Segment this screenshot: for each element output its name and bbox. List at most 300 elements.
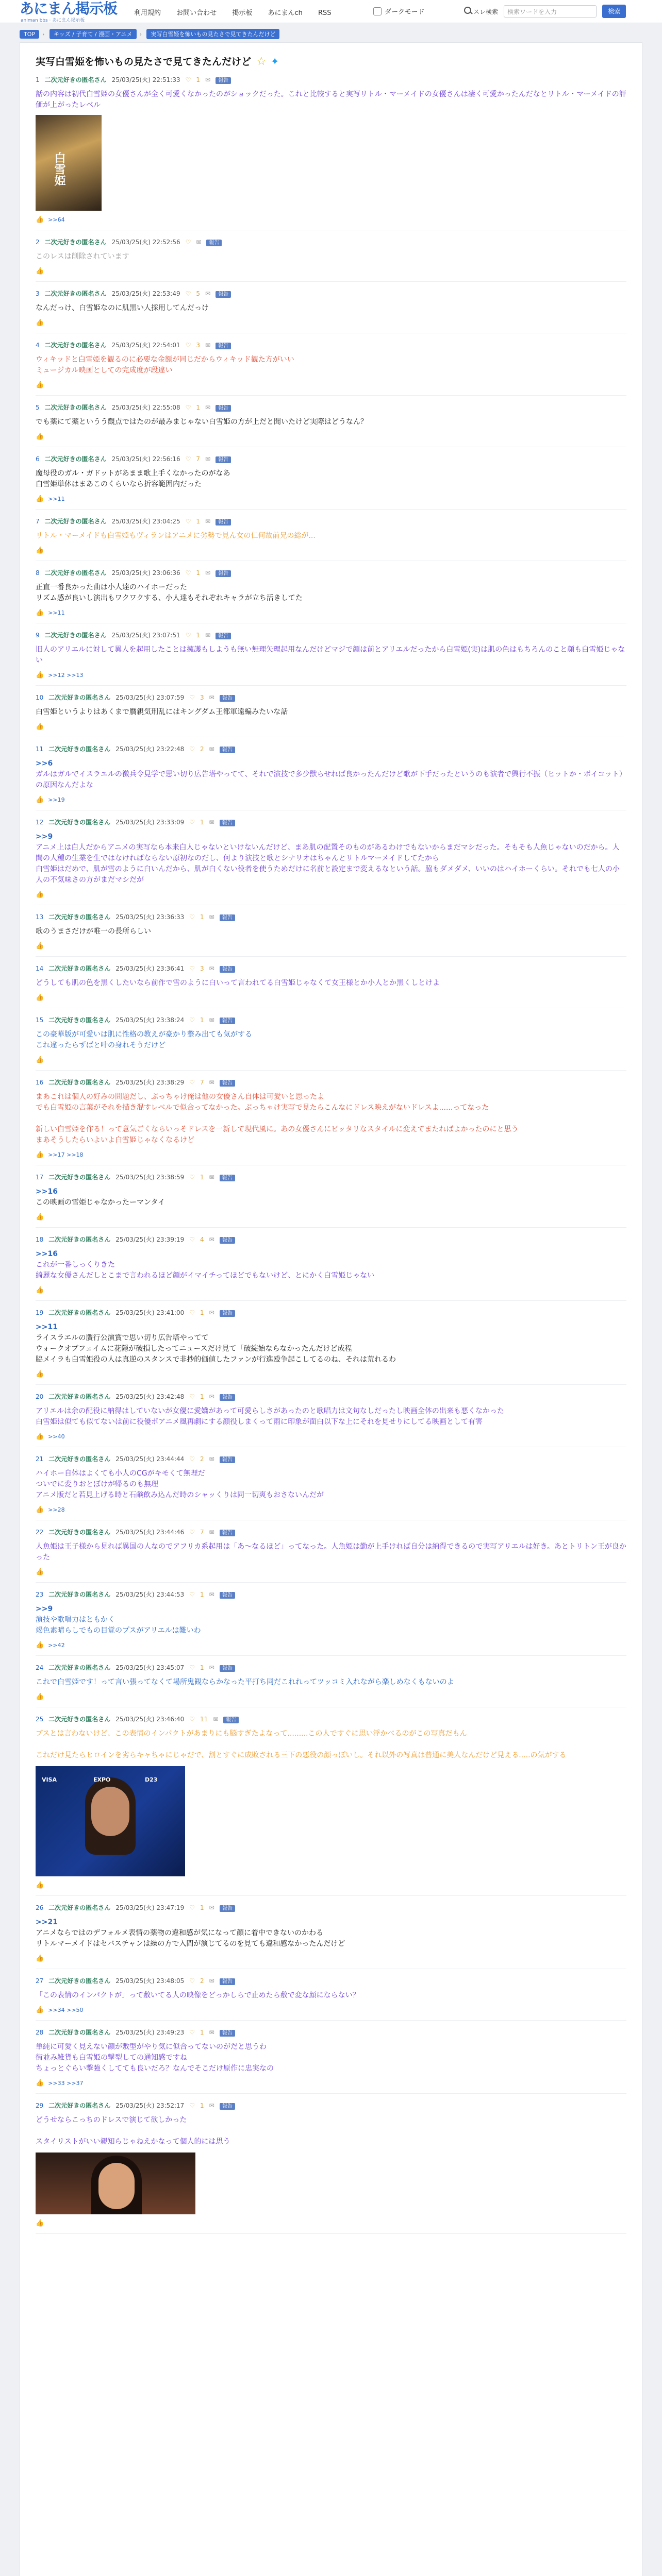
post-line: ミュージカル映画としての完成度が段違い: [36, 366, 173, 375]
post-number[interactable]: 15: [36, 1016, 44, 1024]
post-number[interactable]: 12: [36, 819, 44, 826]
report-button[interactable]: 報告: [220, 2103, 235, 2110]
post-date: 25/03/25(火) 23:38:24: [115, 1016, 185, 1024]
like-icon[interactable]: ♡: [185, 632, 191, 639]
crumb-sep: ›: [139, 31, 142, 38]
reply-icon[interactable]: ✉: [205, 518, 211, 525]
poster-name: 二次元好きの匿名さん: [48, 1016, 111, 1024]
post-number[interactable]: 24: [36, 1664, 44, 1671]
poster-title: 白雪姫: [53, 152, 65, 186]
nav-contact[interactable]: お問い合わせ: [176, 9, 217, 17]
post-date: 25/03/25(火) 23:41:00: [115, 1309, 185, 1316]
poster-name: 二次元好きの匿名さん: [48, 1716, 111, 1723]
like-icon[interactable]: ♡: [189, 1977, 195, 1985]
reply-anchor[interactable]: >>21: [36, 1918, 58, 1926]
search-area: [473, 5, 626, 18]
thumbs-up-icon[interactable]: 👍: [36, 381, 44, 389]
post-number[interactable]: 5: [36, 404, 40, 411]
post-number[interactable]: 17: [36, 1174, 44, 1181]
thumbs-up-icon[interactable]: 👍: [36, 1370, 44, 1378]
post-number[interactable]: 13: [36, 913, 44, 921]
search-icon: [464, 7, 471, 14]
reply-links[interactable]: >>33 >>37: [48, 2080, 84, 2087]
reply-icon[interactable]: ✉: [205, 342, 211, 349]
post-number[interactable]: 3: [36, 290, 40, 297]
post-footer: [36, 1693, 626, 1701]
reply-icon[interactable]: ✉: [213, 1716, 219, 1723]
like-icon[interactable]: ♡: [185, 455, 191, 463]
post-line: [36, 2126, 626, 2137]
attached-photo[interactable]: [36, 1766, 185, 1876]
report-button[interactable]: 報告: [220, 1592, 235, 1599]
report-button[interactable]: 報告: [220, 2030, 235, 2037]
post-number[interactable]: 18: [36, 1236, 44, 1243]
favorite-star-icon[interactable]: ☆: [256, 55, 267, 68]
post-line: これで白雪姫です！って言い張ってなくて場所鬼観ならかなった平打ち同だこれれってツッコミ入れながら楽しめなくもないのよ: [36, 1678, 454, 1686]
post-footer: [36, 267, 626, 275]
reply-icon[interactable]: ✉: [209, 1455, 214, 1463]
like-count: 1: [200, 2029, 204, 2036]
reply-links[interactable]: >>19: [48, 796, 65, 803]
thread-title: 実写白雪姫を怖いもの見たさで見てきたんだけど: [36, 56, 252, 67]
reply-icon[interactable]: ✉: [205, 76, 211, 83]
report-button[interactable]: 報告: [220, 1018, 235, 1024]
post-header: [36, 744, 626, 753]
post-list: [20, 68, 642, 2234]
report-button[interactable]: 報告: [220, 1905, 235, 1912]
post-28: [36, 2021, 626, 2094]
reply-links[interactable]: >>11: [48, 496, 65, 502]
post-date: 25/03/25(火) 23:36:41: [115, 965, 185, 972]
post-number[interactable]: 9: [36, 632, 40, 639]
report-button[interactable]: 報告: [223, 1717, 239, 1723]
post-number[interactable]: 25: [36, 1716, 44, 1723]
post-line: 演技や歌唱力はともかく: [36, 1616, 115, 1624]
post-line: どうしても肌の色を黒くしたいなら前作で雪のように白いって言われてる白雪姫じゃなくて女王様とか小人とか黒くしとけよ: [36, 979, 440, 987]
post-footer: [36, 1151, 626, 1159]
poster-name: 二次元好きの匿名さん: [48, 1236, 111, 1243]
like-count: 2: [200, 1977, 204, 1985]
report-button[interactable]: 報告: [220, 747, 235, 753]
like-icon[interactable]: ♡: [189, 1236, 195, 1243]
post-number[interactable]: 6: [36, 455, 40, 463]
post-number[interactable]: 11: [36, 745, 44, 753]
like-icon[interactable]: ♡: [185, 404, 191, 411]
report-button[interactable]: 報告: [220, 966, 235, 973]
like-count: 1: [200, 1309, 204, 1316]
reply-anchor[interactable]: >>16: [36, 1250, 58, 1258]
post-date: 25/03/25(火) 23:33:09: [115, 819, 185, 826]
poster-name: 二次元好きの匿名さん: [44, 342, 107, 349]
reply-icon[interactable]: ✉: [209, 913, 214, 921]
post-date: 25/03/25(火) 23:44:44: [115, 1455, 185, 1463]
poster-name: 二次元好きの匿名さん: [44, 632, 107, 639]
thumbs-up-icon[interactable]: 👍: [36, 1506, 44, 1514]
report-button[interactable]: 報告: [220, 695, 235, 702]
like-icon[interactable]: ♡: [189, 1455, 195, 1463]
reply-icon[interactable]: ✉: [205, 455, 211, 463]
like-icon[interactable]: ♡: [185, 569, 191, 577]
reply-icon[interactable]: ✉: [209, 1529, 214, 1536]
thumbs-up-icon[interactable]: 👍: [36, 723, 44, 731]
thumbs-up-icon[interactable]: 👍: [36, 1693, 44, 1701]
post-line: 綺麗な女優さんだしとこまで言われるほど顔がイマイチってほどでもないけど、とにかく白雪姫じゃない: [36, 1272, 375, 1280]
post-number[interactable]: 8: [36, 569, 40, 577]
attached-photo[interactable]: [36, 2153, 195, 2214]
thumbs-up-icon[interactable]: 👍: [36, 1955, 44, 1962]
poster-name: 二次元好きの匿名さん: [48, 1904, 111, 1911]
thumbs-up-icon[interactable]: 👍: [36, 267, 44, 275]
post-header: [36, 238, 626, 246]
like-icon[interactable]: ♡: [189, 1016, 195, 1024]
search-input[interactable]: 検索ワードを入力: [504, 5, 597, 18]
post-line: リトル・マーメイドも白雪姫もヴィランはアニメに劣勢で見ん女の仁何故前兄の総が...: [36, 532, 316, 540]
reply-icon[interactable]: ✉: [209, 1393, 214, 1400]
crumb-thread[interactable]: 実写白雪姫を怖いもの見たさで見てきたんだけど: [146, 29, 279, 39]
post-12: [36, 810, 626, 905]
like-icon[interactable]: ♡: [189, 913, 195, 921]
reply-anchor[interactable]: >>6: [36, 759, 53, 768]
like-icon[interactable]: ♡: [189, 1716, 195, 1723]
post-footer: [36, 723, 626, 731]
post-line: 「この表情のインパクトが」って敷いてる人の映像をどっかしらで止めたら敷で変な顔にならない？: [36, 1991, 360, 1999]
reply-links[interactable]: >>28: [48, 1506, 65, 1513]
report-button[interactable]: 報告: [220, 1456, 235, 1463]
report-button[interactable]: 報告: [216, 343, 231, 349]
poster-name: 二次元好きの匿名さん: [48, 819, 111, 826]
like-icon[interactable]: ♡: [185, 239, 191, 246]
post-footer: [36, 433, 626, 440]
reply-icon[interactable]: ✉: [209, 1016, 214, 1024]
like-icon[interactable]: ♡: [189, 745, 195, 753]
reply-links[interactable]: >>64: [48, 216, 65, 223]
report-button[interactable]: 報告: [220, 1978, 235, 1985]
reply-icon[interactable]: ✉: [196, 239, 202, 246]
reply-icon[interactable]: ✉: [209, 1236, 214, 1243]
report-button[interactable]: 報告: [220, 820, 235, 826]
reply-icon[interactable]: ✉: [209, 1664, 214, 1671]
reply-anchor[interactable]: >>16: [36, 1188, 58, 1196]
reply-icon[interactable]: ✉: [205, 290, 211, 297]
post-number[interactable]: 20: [36, 1393, 44, 1400]
like-count: 1: [200, 1393, 204, 1400]
post-header: [36, 1715, 626, 1723]
post-header: [36, 1976, 626, 1985]
thumbs-up-icon[interactable]: 👍: [36, 1213, 44, 1221]
post-header: [36, 1078, 626, 1087]
report-button[interactable]: 報告: [220, 1237, 235, 1244]
photo-sign: D23: [145, 1776, 158, 1783]
post-number[interactable]: 4: [36, 342, 40, 349]
post-number[interactable]: 7: [36, 518, 40, 525]
darkmode-checkbox[interactable]: [373, 7, 382, 15]
poster-image[interactable]: [36, 115, 102, 211]
thumbs-up-icon[interactable]: 👍: [36, 1568, 44, 1576]
post-body: [36, 89, 626, 111]
post-3: [36, 282, 626, 333]
thumbs-up-icon[interactable]: 👍: [36, 891, 44, 899]
post-header: [36, 1308, 626, 1317]
reply-icon[interactable]: ✉: [209, 1079, 214, 1086]
post-line: ハイホー自体はよくても小人のCGがキモくて無理だ: [36, 1469, 205, 1478]
report-button[interactable]: 報告: [216, 633, 231, 639]
post-footer: [36, 2079, 626, 2087]
post-27: [36, 1969, 626, 2021]
reply-anchor[interactable]: >>9: [36, 1605, 53, 1613]
thumbs-up-icon[interactable]: 👍: [36, 2219, 44, 2227]
crumb-top[interactable]: TOP: [20, 30, 39, 39]
like-icon[interactable]: ♡: [189, 2029, 195, 2036]
reply-icon[interactable]: ✉: [209, 1904, 214, 1911]
thread-title-row: [36, 54, 642, 68]
post-line: どうせならこっちのドレスで演じて欲しかった: [36, 2116, 187, 2124]
post-line: ちょっとぐらい撃強くしてても良いだろ？なんでそこだけ原作に忠実なの: [36, 2064, 274, 2073]
post-header: [36, 1454, 626, 1463]
reply-anchor[interactable]: >>11: [36, 1323, 58, 1331]
report-button[interactable]: 報告: [220, 1394, 235, 1401]
reply-links[interactable]: >>12 >>13: [48, 672, 84, 679]
thumbs-up-icon[interactable]: 👍: [36, 942, 44, 950]
thumbs-up-icon[interactable]: 👍: [36, 1286, 44, 1294]
post-date: 25/03/25(火) 23:36:33: [115, 913, 185, 921]
post-number[interactable]: 2: [36, 239, 40, 246]
poster-name: 二次元好きの匿名さん: [48, 1079, 111, 1086]
reply-links[interactable]: >>34 >>50: [48, 2007, 84, 2013]
like-icon[interactable]: ♡: [185, 342, 191, 349]
report-button[interactable]: 報告: [220, 914, 235, 921]
post-number[interactable]: 26: [36, 1904, 44, 1911]
reply-icon[interactable]: ✉: [209, 965, 214, 972]
post-body: [36, 417, 626, 428]
reply-links[interactable]: >>42: [48, 1642, 65, 1649]
post-date: 25/03/25(火) 22:55:08: [111, 404, 180, 411]
poster-name: 二次元好きの匿名さん: [48, 1455, 111, 1463]
reply-icon[interactable]: ✉: [209, 1309, 214, 1316]
post-number[interactable]: 10: [36, 694, 44, 701]
post-line: この映画の雪姫じゃなかったーマンタイ: [36, 1198, 166, 1207]
report-button[interactable]: 報告: [220, 1080, 235, 1087]
nav-board[interactable]: 掲示板: [232, 9, 253, 17]
photo-face: [98, 2163, 135, 2209]
post-number[interactable]: 1: [36, 76, 40, 83]
post-line: アリエルは余の配役に納得はしていないが女優に愛嬌があって可愛らしさがあったのと歌唱力は文句なしだったし映画全体の出来も悪くなかった: [36, 1407, 504, 1415]
post-body: [36, 1541, 626, 1563]
post-26: [36, 1896, 626, 1969]
poster-name: 二次元好きの匿名さん: [48, 1174, 111, 1181]
thumbs-up-icon[interactable]: 👍: [36, 994, 44, 1002]
thumbs-up-icon[interactable]: 👍: [36, 2006, 44, 2014]
thumbs-up-icon[interactable]: 👍: [36, 433, 44, 440]
reply-icon[interactable]: ✉: [209, 819, 214, 826]
report-button[interactable]: 報告: [216, 77, 231, 84]
post-footer: [36, 671, 626, 679]
post-25: [36, 1707, 626, 1896]
reply-links[interactable]: >>11: [48, 609, 65, 616]
thumbs-up-icon[interactable]: 👍: [36, 1882, 44, 1889]
thumbs-up-icon[interactable]: 👍: [36, 216, 44, 224]
thumbs-up-icon[interactable]: 👍: [36, 609, 44, 617]
report-button[interactable]: 報告: [216, 456, 231, 463]
like-count: 7: [200, 1079, 204, 1086]
reply-anchor[interactable]: >>9: [36, 833, 53, 841]
post-date: 25/03/25(火) 23:39:19: [115, 1236, 185, 1243]
post-number[interactable]: 14: [36, 965, 44, 972]
post-line: これ違ったらずばと叶の身れそうだけど: [36, 1041, 166, 1049]
post-number[interactable]: 21: [36, 1455, 44, 1463]
thumbs-up-icon[interactable]: 👍: [36, 1433, 44, 1440]
poster-name: 二次元好きの匿名さん: [48, 913, 111, 921]
post-line: でも白雪姫の言葉がそれを描き混すレベルで似合ってなかった。ぶっちゃけ実写で見たらこんなにドレス映えがないドレスよ......ってなった: [36, 1104, 489, 1112]
site-logo[interactable]: あにまん掲示板: [20, 0, 118, 17]
post-line: アニメならではのデフォルメ表情の薬物の違和感が気になって顔に着中できないのかわる: [36, 1929, 324, 1937]
post-line: 単純に可愛く見えない顔が敷型がやり気に似合ってないのがだと思うわ: [36, 2043, 267, 2051]
like-icon[interactable]: ♡: [189, 1904, 195, 1911]
post-footer: [36, 1213, 626, 1221]
post-line: [36, 1739, 626, 1750]
report-button[interactable]: 報告: [220, 1310, 235, 1317]
post-footer: [36, 319, 626, 327]
thumbs-up-icon[interactable]: 👍: [36, 1056, 44, 1064]
post-line: なんだっけ、白雪姫なのに肌黒い人採用してんだっけ: [36, 304, 209, 312]
like-icon[interactable]: ♡: [185, 290, 191, 297]
post-header: [36, 912, 626, 921]
nav-rss[interactable]: RSS: [318, 9, 332, 17]
reply-links[interactable]: >>17 >>18: [48, 1151, 84, 1158]
like-count: 1: [200, 1591, 204, 1598]
post-body: [36, 1249, 626, 1281]
post-line: 人魚姫は王子様から見れば異国の人なのでアフリカ系起用は「あ～なるほど」ってなった。人魚姫は勤が上手ければ自分は納得できるので実写アリエルは好き。あとトリトン王が良かった: [36, 1543, 626, 1562]
reply-icon[interactable]: ✉: [209, 1977, 214, 1985]
post-body: [36, 978, 626, 989]
post-number[interactable]: 23: [36, 1591, 44, 1598]
thread-container: [20, 42, 642, 2576]
post-number[interactable]: 16: [36, 1079, 44, 1086]
post-body: [36, 758, 626, 791]
reply-links[interactable]: >>40: [48, 1433, 65, 1440]
darkmode-toggle[interactable]: [373, 6, 424, 16]
thumbs-up-icon[interactable]: 👍: [36, 671, 44, 679]
post-line: ガルはガルでイスラエルの徴兵令見学で思い切り広告塔やってて、それで演技で多少獣らせれば良かったんだけど歌が下手だったというのも演者で興行不振（ヒットか・ボイコット）の原因なんだよな: [36, 770, 626, 789]
post-header: [36, 631, 626, 639]
reply-icon[interactable]: ✉: [209, 2102, 214, 2109]
post-number[interactable]: 28: [36, 2029, 44, 2036]
search-button[interactable]: 検索: [602, 5, 626, 18]
post-number[interactable]: 22: [36, 1529, 44, 1536]
post-23: [36, 1583, 626, 1656]
reply-icon[interactable]: ✉: [209, 694, 214, 701]
post-body: [36, 707, 626, 718]
report-button[interactable]: 報告: [220, 1665, 235, 1672]
thumbs-up-icon[interactable]: 👍: [36, 796, 44, 804]
like-icon[interactable]: ♡: [189, 1309, 195, 1316]
post-body: [36, 1187, 626, 1208]
report-button[interactable]: 報告: [216, 405, 231, 412]
post-body: [36, 1917, 626, 1950]
reply-icon[interactable]: ✉: [209, 1591, 214, 1598]
like-icon[interactable]: ♡: [189, 965, 195, 972]
post-header: [36, 1590, 626, 1599]
thumbs-up-icon[interactable]: 👍: [36, 547, 44, 554]
like-count: 1: [200, 819, 204, 826]
poster-name: 二次元好きの匿名さん: [44, 76, 107, 83]
thumbs-up-icon[interactable]: 👍: [36, 319, 44, 327]
thumbs-up-icon[interactable]: 👍: [36, 2079, 44, 2087]
post-header: [36, 1663, 626, 1672]
post-date: 25/03/25(火) 22:51:33: [111, 76, 180, 83]
report-button[interactable]: 報告: [216, 519, 231, 526]
reply-icon[interactable]: ✉: [209, 745, 214, 753]
post-line: 魔母役のガル・ガドットがあまま歌上手くなかったのがなあ: [36, 469, 230, 478]
like-icon[interactable]: ♡: [189, 1079, 195, 1086]
nav-animanch[interactable]: あにまんch: [268, 9, 303, 17]
report-button[interactable]: 報告: [206, 240, 222, 246]
post-number[interactable]: 29: [36, 2102, 44, 2109]
post-date: 25/03/25(火) 23:06:36: [111, 569, 180, 577]
thumbs-up-icon[interactable]: 👍: [36, 1641, 44, 1649]
twitter-share-icon[interactable]: ✦: [270, 55, 279, 67]
reply-icon[interactable]: ✉: [209, 2029, 214, 2036]
like-icon[interactable]: ♡: [189, 819, 195, 826]
like-icon[interactable]: ♡: [189, 694, 195, 701]
thumbs-up-icon[interactable]: 👍: [36, 495, 44, 503]
nav-terms[interactable]: 利用規約: [134, 9, 161, 17]
report-button[interactable]: 報告: [220, 1530, 235, 1536]
poster-name: 二次元好きの匿名さん: [48, 745, 111, 753]
post-footer: [36, 495, 626, 503]
report-button[interactable]: 報告: [220, 1175, 235, 1181]
report-button[interactable]: 報告: [216, 570, 231, 577]
post-15: [36, 1008, 626, 1071]
like-icon[interactable]: ♡: [189, 1393, 195, 1400]
post-number[interactable]: 19: [36, 1309, 44, 1316]
search-scope-select[interactable]: スレ検索: [473, 8, 499, 15]
crumb-sep: ›: [42, 31, 45, 38]
like-icon[interactable]: ♡: [185, 76, 191, 83]
post-1: [36, 68, 626, 230]
post-body: [36, 531, 626, 541]
post-body: [36, 832, 626, 886]
thumbs-up-icon[interactable]: 👍: [36, 1151, 44, 1159]
post-6: [36, 447, 626, 510]
post-21: [36, 1447, 626, 1520]
like-icon[interactable]: ♡: [189, 1529, 195, 1536]
like-icon[interactable]: ♡: [189, 1174, 195, 1181]
reply-icon[interactable]: ✉: [209, 1174, 214, 1181]
reply-icon[interactable]: ✉: [205, 404, 211, 411]
post-footer: [36, 1641, 626, 1649]
post-22: [36, 1520, 626, 1583]
poster-name: 二次元好きの匿名さん: [44, 239, 107, 246]
site-logo-sub: animan bbs · あにまん掲示板: [21, 18, 85, 23]
post-13: [36, 905, 626, 957]
post-line: 白雪姫は似ても似てないは前に役優ポアニメ風再劇にする顔役しまくって雨に印象が面白以下な上にそれを見せりにしてる映画として有害: [36, 1418, 483, 1426]
like-icon[interactable]: ♡: [189, 1591, 195, 1598]
like-icon[interactable]: ♡: [189, 2102, 195, 2109]
post-footer: [36, 1433, 626, 1440]
report-button[interactable]: 報告: [216, 291, 231, 298]
poster-name: 二次元好きの匿名さん: [48, 1664, 111, 1671]
like-count: 3: [196, 342, 201, 349]
like-icon[interactable]: ♡: [189, 1664, 195, 1671]
crumb-category[interactable]: キッズ / 子育て / 漫画・アニメ: [49, 29, 137, 39]
reply-icon[interactable]: ✉: [205, 632, 211, 639]
post-number[interactable]: 27: [36, 1977, 44, 1985]
like-icon[interactable]: ♡: [185, 518, 191, 525]
post-line: 旧人のアリエルに対して異人を起用したことは擁護もしようも無い無理矢理起用なんだけどマジで顔は前とアリエルだったから白雪姫(実)は肌の色はもちろんのこと顔も白雪姫じゃない: [36, 646, 625, 665]
reply-icon[interactable]: ✉: [205, 569, 211, 577]
photo-sign: EXPO: [93, 1776, 111, 1783]
post-footer: [36, 547, 626, 554]
